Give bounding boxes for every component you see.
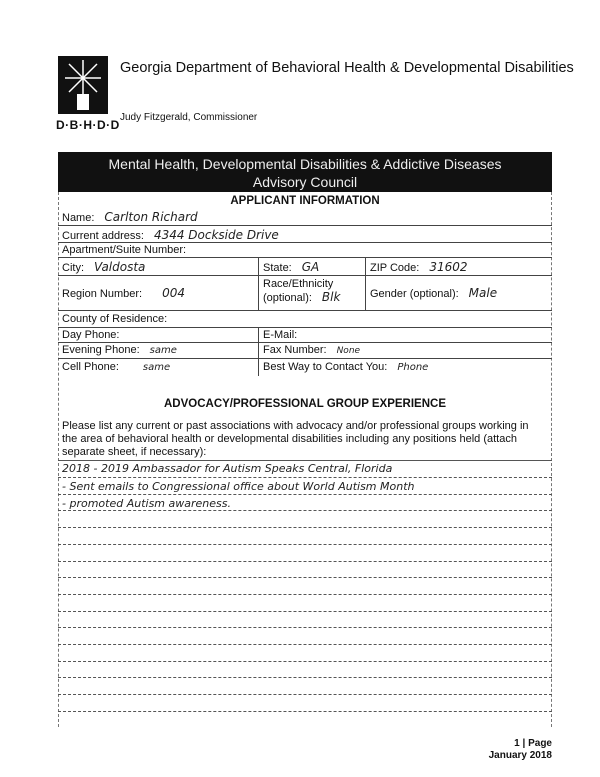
cell-phone-row xyxy=(58,359,552,376)
commissioner-name: Judy Fitzgerald, Commissioner xyxy=(120,112,258,123)
writing-line xyxy=(58,561,552,562)
contact-method-value[interactable]: Phone xyxy=(397,362,429,373)
contact-method-label: Best Way to Contact You: xyxy=(263,361,388,373)
logo-text: D·B·H·D·D xyxy=(56,118,120,132)
writing-line xyxy=(58,494,552,495)
banner-line-2: Advisory Council xyxy=(252,174,358,190)
city-value[interactable]: Valdosta xyxy=(94,260,146,274)
writing-line xyxy=(58,711,552,712)
race-value[interactable]: Blk xyxy=(321,290,341,304)
gender-value[interactable]: Male xyxy=(468,286,498,300)
divider xyxy=(58,460,552,461)
writing-line xyxy=(58,644,552,645)
advocacy-section-title: ADVOCACY/PROFESSIONAL GROUP EXPERIENCE xyxy=(163,398,446,410)
county-row xyxy=(58,311,552,328)
form-date: January 2018 xyxy=(488,750,552,761)
apartment-row xyxy=(58,243,552,258)
cell-phone-value[interactable]: same xyxy=(142,362,171,373)
apartment-label: Apartment/Suite Number: xyxy=(62,244,187,256)
writing-line xyxy=(58,477,552,478)
writing-line xyxy=(58,594,552,595)
state-label: State: xyxy=(263,262,292,274)
writing-line xyxy=(58,661,552,662)
address-row xyxy=(58,226,552,243)
writing-line xyxy=(58,510,552,511)
city-label: City: xyxy=(62,262,84,274)
fax-value[interactable]: None xyxy=(336,346,361,356)
writing-line xyxy=(58,677,552,678)
zip-value[interactable]: 31602 xyxy=(429,260,468,274)
day-phone-label: Day Phone: xyxy=(62,329,120,341)
zip-label: ZIP Code: xyxy=(370,262,420,274)
page-number: 1 | Page xyxy=(514,738,552,749)
fax-label: Fax Number: xyxy=(263,344,327,356)
race-label-optional: (optional): xyxy=(263,292,312,304)
organization-name: Georgia Department of Behavioral Health & Developmental Disabilities xyxy=(120,60,574,76)
city-row xyxy=(58,258,552,276)
name-row xyxy=(58,208,552,226)
dbhdd-logo xyxy=(58,56,108,114)
name-label: Name: xyxy=(62,212,95,224)
banner-line-1: Mental Health, Developmental Disabilities & Addictive Diseases xyxy=(108,156,502,172)
evening-phone-row xyxy=(58,343,552,359)
writing-line xyxy=(58,577,552,578)
race-label: Race/Ethnicity xyxy=(263,278,334,290)
cell-phone-label: Cell Phone: xyxy=(62,361,119,373)
writing-line xyxy=(58,544,552,545)
state-value[interactable]: GA xyxy=(301,260,320,274)
advocacy-entry[interactable]: - promoted Autism awareness. xyxy=(62,497,231,510)
writing-line xyxy=(58,527,552,528)
applicant-section-title: APPLICANT INFORMATION xyxy=(230,195,380,207)
day-phone-row xyxy=(58,328,552,343)
evening-phone-label: Evening Phone: xyxy=(62,344,140,356)
writing-line xyxy=(58,694,552,695)
address-label: Current address: xyxy=(62,230,144,242)
region-row xyxy=(58,276,552,311)
evening-phone-value[interactable]: same xyxy=(149,345,177,356)
email-label: E-Mail: xyxy=(263,329,298,341)
writing-line xyxy=(58,611,552,612)
form-title-banner xyxy=(58,152,552,192)
writing-line xyxy=(58,627,552,628)
advocacy-instructions: Please list any current or past associations with advocacy and/or professional groups working in the area of behavioral health or developmental disabilities including any positions held (attach separate sheet, if necessary): xyxy=(62,420,529,458)
gender-label: Gender (optional): xyxy=(370,288,459,300)
region-value[interactable]: 004 xyxy=(162,286,185,300)
advocacy-entry[interactable]: 2018 - 2019 Ambassador for Autism Speaks Central, Florida xyxy=(62,462,393,475)
name-value[interactable]: Carlton Richard xyxy=(104,210,198,224)
region-label: Region Number: xyxy=(62,288,143,300)
advocacy-entry[interactable]: - Sent emails to Congressional office about World Autism Month xyxy=(62,480,415,493)
county-label: County of Residence: xyxy=(62,313,168,325)
address-value[interactable]: 4344 Dockside Drive xyxy=(153,228,279,242)
